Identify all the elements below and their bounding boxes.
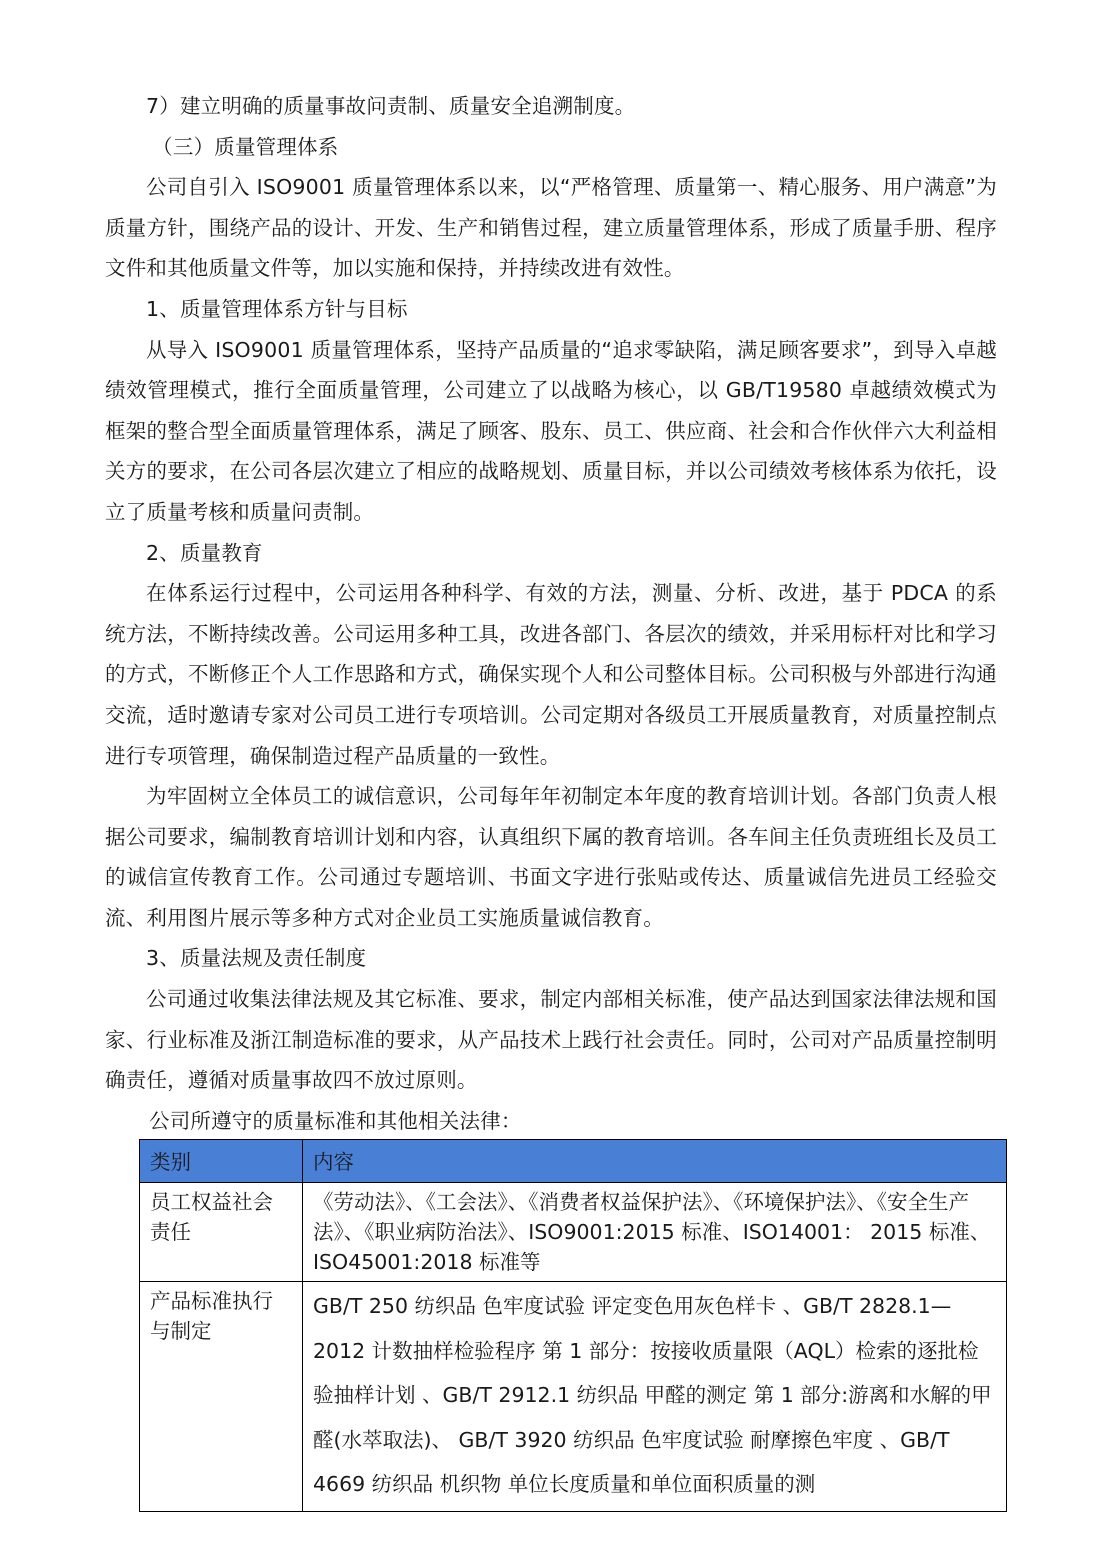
- item-7-accountability: 7）建立明确的质量事故问责制、质量安全追溯制度。: [146, 94, 636, 118]
- table-header-row: [140, 1140, 1007, 1183]
- paragraph-policy-goals: 从导入 ISO9001 质量管理体系，坚持产品质量的“追求零缺陷，满足顾客要求”，到导入卓越绩效管理模式，推行全面质量管理，公司建立了以战略为核心，以 GB/T19580 卓越绩效模式为框架的整合型全面质量管理体系，满足了顾客、股东、员工、供应商、社会和合作伙伴六大利益相关方的要求，在公司各层次建立了相应的战略规划、质量目标，并以公司绩效考核体系为依托，设立了质量考核和质量问责制。: [105, 337, 997, 524]
- paragraph-pdca: 在体系运行过程中，公司运用各种科学、有效的方法，测量、分析、改进，基于 PDCA 的系统方法，不断持续改善。公司运用多种工具，改进各部门、各层次的绩效，并采用标杆对比和学习的方式，不断修正个人工作思路和方式，确保实现个人和公司整体目标。公司积极与外部进行沟通交流，适时邀请专家对公司员工进行专项培训。公司定期对各级员工开展质量教育，对质量控制点进行专项管理，确保制造过程产品质量的一致性。: [105, 581, 997, 768]
- subheading-regulations: 3、质量法规及责任制度: [146, 946, 367, 971]
- table-row: [140, 1183, 1007, 1282]
- header-content: 内容: [303, 1140, 1007, 1183]
- document-body: [105, 86, 997, 1141]
- paragraph-iso9001-intro: 公司自引入 ISO9001 质量管理体系以来，以“严格管理、质量第一、精心服务、用户满意”为质量方针，围绕产品的设计、开发、生产和销售过程，建立质量管理体系，形成了质量手册、程序文件和其他质量文件等，加以实施和保持，并持续改进有效性。: [105, 175, 997, 281]
- row-content: 《劳动法》、《工会法》、《消费者权益保护法》、《环境保护法》、《安全生产法》、《职业病防治法》、ISO9001:2015 标准、ISO14001： 2015 标准、ISO45001:2018 标准等: [303, 1183, 1007, 1282]
- row-category: 产品标准执行与制定: [140, 1282, 303, 1512]
- header-category: 类别: [140, 1140, 303, 1183]
- table-intro: 公司所遵守的质量标准和其他相关法律：: [149, 1108, 522, 1133]
- row-category: 员工权益社会责任: [140, 1183, 303, 1282]
- standards-table: [139, 1139, 1007, 1512]
- subheading-quality-education: 2、质量教育: [146, 540, 263, 565]
- table-row: [140, 1282, 1007, 1512]
- row-content: GB/T 250 纺织品 色牢度试验 评定变色用灰色样卡 、GB/T 2828.1—2012 计数抽样检验程序 第 1 部分：按接收质量限（AQL）检索的逐批检验抽样计划 、GB/T 2912.1 纺织品 甲醛的测定 第 1 部分:游离和水解的甲醛(水萃取法)、 GB/T 3920 纺织品 色牢度试验 耐摩擦色牢度 、GB/T 4669 纺织品 机织物 单位长度质量和单位面积质量的测: [303, 1282, 1007, 1512]
- paragraph-integrity-training: 为牢固树立全体员工的诚信意识，公司每年年初制定本年度的教育培训计划。各部门负责人根据公司要求，编制教育培训计划和内容，认真组织下属的教育培训。各车间主任负责班组长及员工的诚信宣传教育工作。公司通过专题培训、书面文字进行张贴或传达、质量诚信先进员工经验交流、利用图片展示等多种方式对企业员工实施质量诚信教育。: [105, 784, 997, 930]
- section-heading-quality-system: （三）质量管理体系: [152, 134, 339, 159]
- subheading-policy-goals: 1、质量管理体系方针与目标: [146, 296, 408, 321]
- paragraph-regulations: 公司通过收集法律法规及其它标准、要求，制定内部相关标准，使产品达到国家法律法规和国家、行业标准及浙江制造标准的要求，从产品技术上践行社会责任。同时，公司对产品质量控制明确责任，遵循对质量事故四不放过原则。: [105, 987, 997, 1093]
